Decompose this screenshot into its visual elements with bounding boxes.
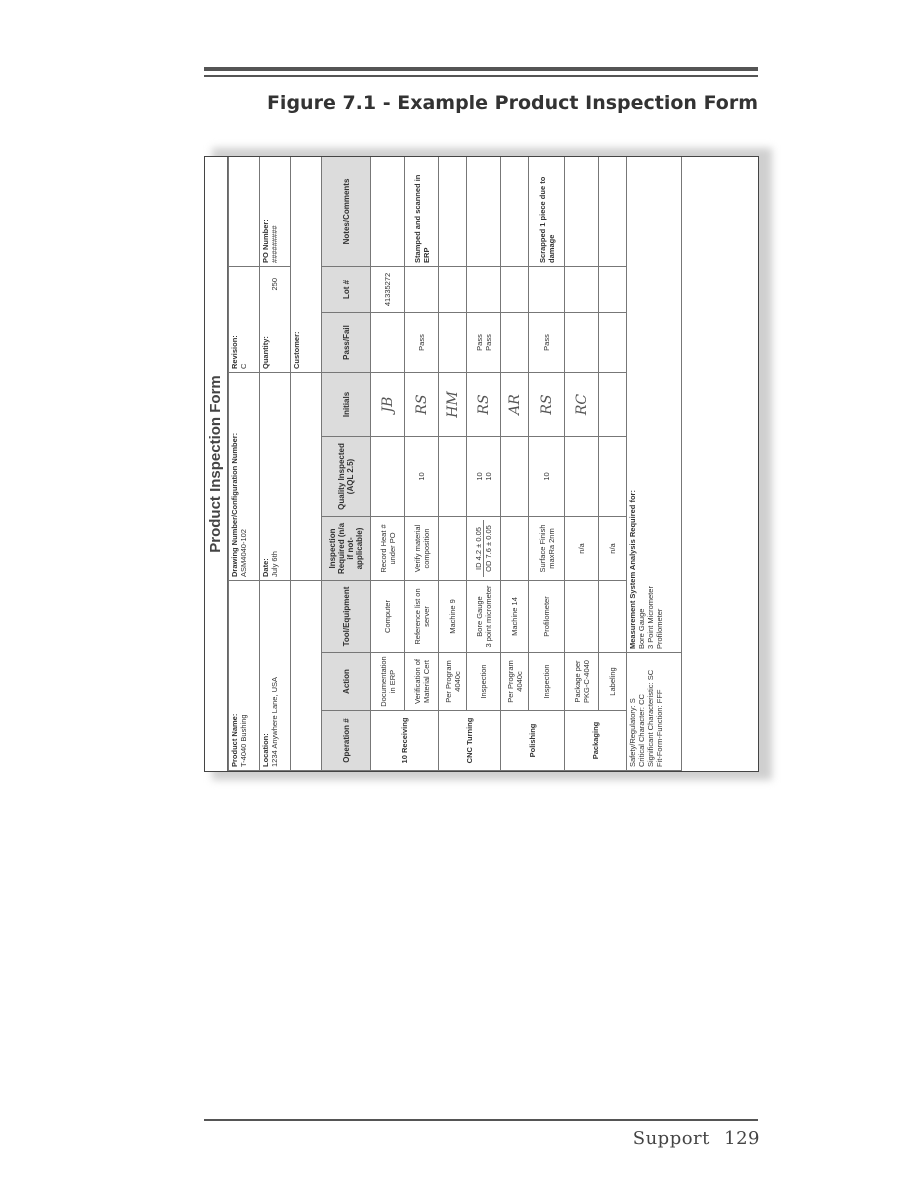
table-row: CNC Turning Per Program 4040c Machine 9 HM: [439, 156, 467, 770]
header-row-2: [260, 156, 291, 770]
revision-cell: Revision: C: [229, 266, 260, 372]
initials-signature: RS: [467, 372, 501, 436]
po-number-cell: PO Number: #########: [260, 156, 291, 266]
col-lot: Lot #: [322, 266, 371, 312]
initials-signature: JB: [371, 372, 405, 436]
product-name-cell: Product Name: T-4040 Bushing: [229, 580, 260, 770]
col-tool: Tool/Equipment: [322, 580, 371, 652]
characteristic-legend: Safety/Regulatory: S Critical Character: CC Significant Characteristic: SC Fit-Form-Function: FFF: [627, 653, 682, 771]
initials-signature: AR: [501, 372, 529, 436]
column-header-row: [322, 156, 371, 770]
initials-signature: RS: [529, 372, 565, 436]
date-cell: Date: July 6th: [260, 372, 291, 580]
footer-section: Support: [632, 1128, 710, 1149]
table-row: Verification of Material Cert Reference list on server Verify material composition 10 RS Pass Stamped and scanned in ERP: [405, 156, 439, 770]
table-row: Inspection Profilometer Surface Finish maxRa 2nm 10 RS Pass Scrapped 1 piece due to damage: [529, 156, 565, 770]
header-row-3: [291, 156, 322, 770]
col-quality: Quality Inspected (AQL 2.5): [322, 436, 371, 516]
msa-section: Measurement System Analysis Required for: Bore Gauge 3 Point Micrometer Profilometer: [627, 156, 682, 652]
col-pass-fail: Pass/Fail: [322, 312, 371, 372]
table-row: Polishing Per Program 4040c Machine 14 AR: [501, 156, 529, 770]
operation-cell: 10 Receiving: [371, 711, 439, 771]
figure-title: Figure 7.1 - Example Product Inspection Form: [266, 92, 758, 114]
col-notes: Notes/Comments: [322, 156, 371, 266]
operation-cell: Packaging: [565, 711, 627, 771]
initials-signature: RS: [405, 372, 439, 436]
form-title: Product Inspection Form: [205, 157, 228, 771]
operation-cell: Polishing: [501, 711, 565, 771]
col-inspection: Inspection Required (n/a if not-applicable): [322, 516, 371, 580]
drawing-number-cell: Drawing Number/Configuration Number: ASM4040-102: [229, 372, 260, 580]
header-row-1: [229, 156, 260, 770]
page-number: 129: [724, 1128, 760, 1149]
top-rule-thin: [204, 75, 758, 77]
quantity-cell: Quantity: 250: [260, 266, 291, 372]
operation-cell: CNC Turning: [439, 711, 501, 771]
form-table: [228, 156, 682, 771]
inspection-form: [204, 156, 759, 772]
initials-signature: [599, 372, 627, 436]
form-footer-row: [627, 156, 682, 770]
initials-signature: RC: [565, 372, 599, 436]
initials-signature: HM: [439, 372, 467, 436]
top-rule-thick: [204, 67, 758, 71]
col-initials: Initials: [322, 372, 371, 436]
form-rotated-content: [205, 157, 758, 771]
header-blank-cell: [229, 156, 260, 266]
col-operation: Operation #: [322, 711, 371, 771]
table-row: Labeling n/a: [599, 156, 627, 770]
table-row: 10 Receiving Documentation in ERP Computer Record Heat # under PO JB 41335272: [371, 156, 405, 770]
col-action: Action: [322, 653, 371, 711]
customer-cell: Customer:: [291, 156, 322, 372]
table-row: Packaging Package per PKG-C-4040 n/a RC: [565, 156, 599, 770]
page-footer: [633, 1128, 760, 1149]
bottom-rule: [204, 1119, 758, 1121]
location-cell: Location: 1234 Anywhere Lane, USA: [260, 580, 291, 770]
table-row: Inspection Bore Gauge 3 point micrometer ID 4.2 ± 0.05 OD 7.6 ± 0.05 10 10 RS Pass Pass: [467, 156, 501, 770]
